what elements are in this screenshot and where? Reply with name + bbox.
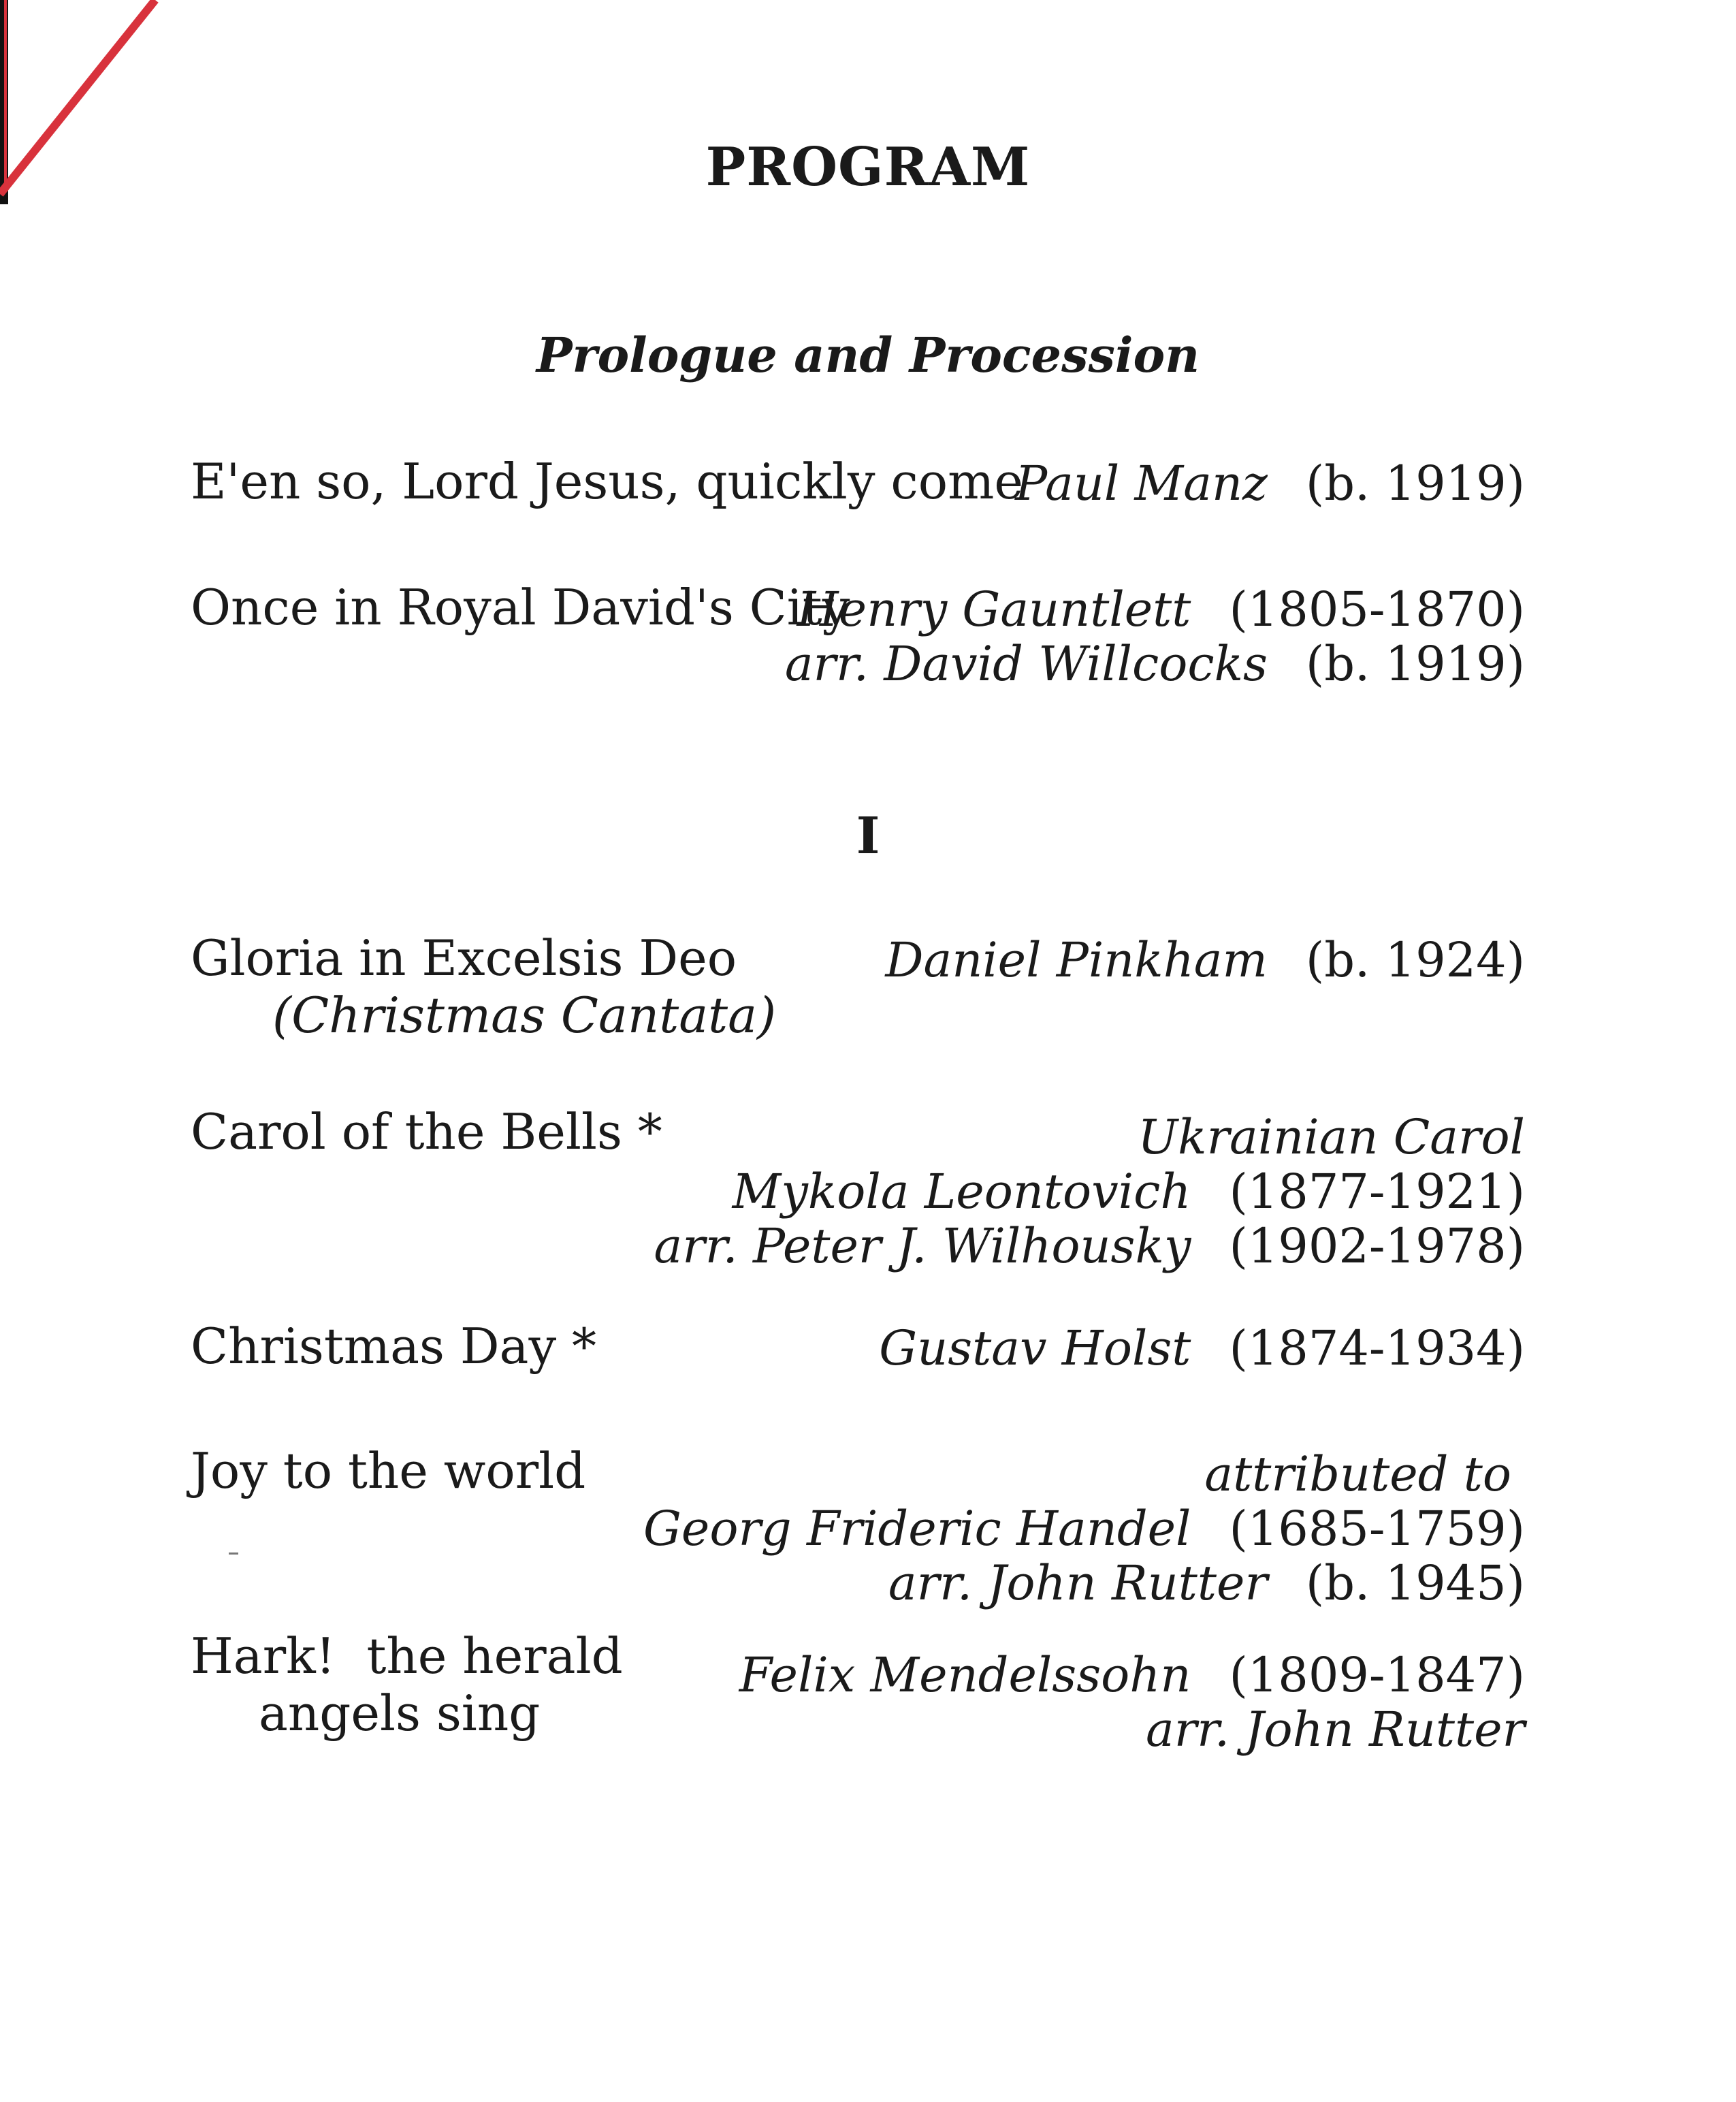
piece-title: Christmas Day *: [191, 1318, 597, 1375]
credit-line: Mykola Leontovich (1877-1921): [732, 1164, 1525, 1220]
piece-credits: [785, 582, 1525, 691]
piece-title: Once in Royal David's City: [191, 579, 850, 636]
section-heading-prologue: Prologue and Procession: [536, 327, 1200, 383]
scan-speck: [229, 1552, 238, 1555]
credit-line: Ukrainian Carol: [1138, 1109, 1525, 1165]
piece-credits: [885, 933, 1525, 987]
piece-credits: [654, 1110, 1526, 1273]
piece-title: E'en so, Lord Jesus, quickly come: [191, 453, 1023, 510]
section-heading-roman-one: I: [856, 807, 880, 865]
credit-line: attributed to: [1204, 1446, 1511, 1502]
credit-line: Felix Mendelssohn (1809-1847): [739, 1647, 1525, 1703]
credit-line: Georg Frideric Handel (1685-1759): [643, 1501, 1525, 1557]
piece-title: Joy to the world: [191, 1442, 586, 1499]
piece-credits: [1015, 456, 1525, 511]
credit-line: arr. John Rutter: [1145, 1702, 1525, 1757]
piece-credits: [739, 1648, 1525, 1757]
credit-line: arr. Peter J. Wilhousky (1902-1978): [654, 1218, 1525, 1274]
piece-title: Carol of the Bells *: [191, 1103, 662, 1160]
credit-line: arr. John Rutter (b. 1945): [888, 1555, 1525, 1611]
credit-line: arr. David Willcocks (b. 1919): [784, 636, 1525, 692]
credit-line: Gustav Holst (1874-1934): [879, 1320, 1525, 1376]
credit-line: Henry Gauntlett (1805-1870): [797, 582, 1525, 637]
credit-line: Daniel Pinkham (b. 1924): [885, 932, 1525, 988]
page-title: PROGRAM: [705, 136, 1031, 198]
credit-line: Paul Manz (b. 1919): [1015, 456, 1525, 511]
piece-credits: [643, 1447, 1525, 1610]
piece-title: Gloria in Excelsis Deo (Christmas Cantata): [191, 929, 777, 1044]
piece-title: Hark! the herald angels sing: [191, 1627, 623, 1742]
piece-credits: [879, 1321, 1525, 1375]
